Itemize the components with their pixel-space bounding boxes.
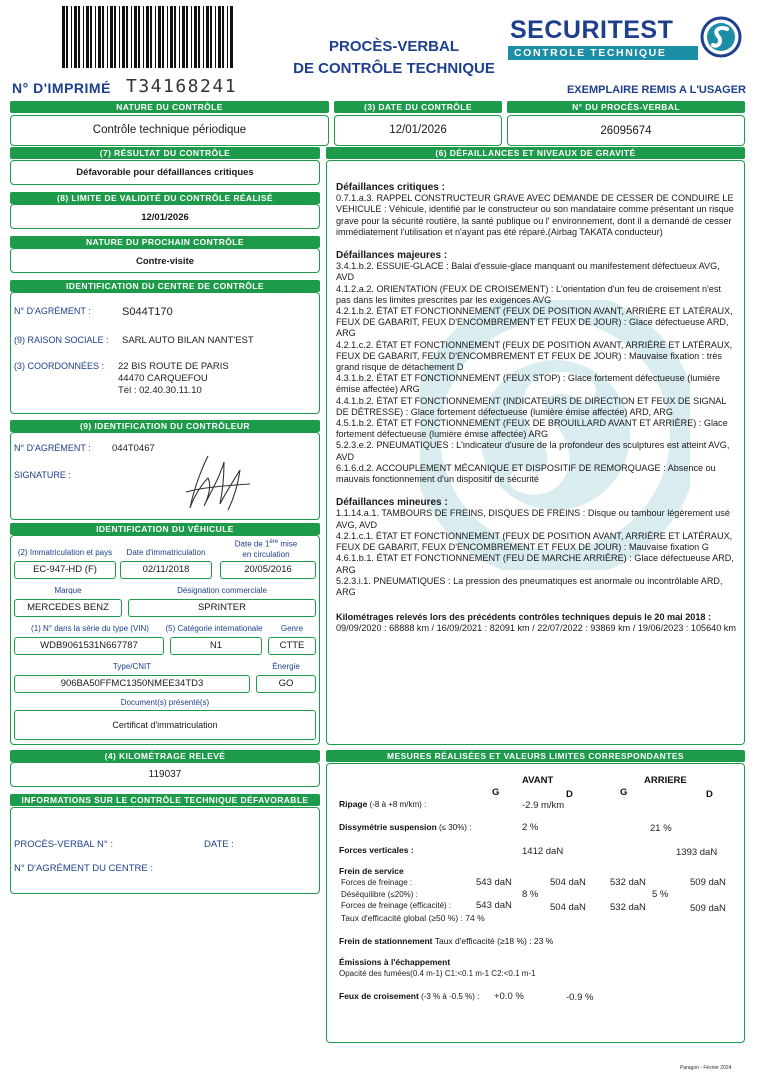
limite-value: 12/01/2026 [141,212,189,223]
immat-label: (2) Immatriculation et pays [17,548,113,557]
critiques-list [336,193,736,238]
feux-croisement-g: +0.0 % [494,991,524,1002]
numero-imprime-label: N° D'IMPRIMÉ [12,80,111,96]
centre-raison-value: SARL AUTO BILAN NANT'EST [122,335,254,346]
documents-field: Certificat d'immatriculation [14,710,316,740]
energie-field: GO [256,675,316,693]
controleur-agrement-value: 044T0467 [112,443,155,454]
kilometrage-value: 119037 [148,769,182,780]
defavorable-agrement-label: N° D'AGRÉMENT DU CENTRE : [14,863,153,874]
barcode-bar [102,6,104,68]
dissymetrie-arriere: 21 % [650,823,672,834]
mineures-list [336,508,736,598]
barcode-bar [155,6,156,68]
mineures-title: Défaillances mineures : [336,497,448,509]
ff-arriere-g: 532 daN [610,877,646,888]
desequilibre-label: Déséquilibre (≤20%) : [341,890,418,899]
ffe-arriere-g: 532 daN [610,902,646,913]
feux-croisement-d: -0.9 % [566,992,594,1003]
categorie-field: N1 [170,637,262,655]
barcode-bar [150,6,152,68]
barcode-bar [210,6,212,68]
barcode-bar [179,6,180,68]
centre-agrement-label: N° D'AGRÉMENT : [14,306,91,316]
centre-raison-label: (9) RAISON SOCIALE : [14,335,109,345]
majeures-item: 4.1.2.a.2. ORIENTATION (FEUX DE CROISEMENT) : L'orientation d'un feu de croisement n'est pas dans les limites prescrites par les exigences AVG [336,283,721,305]
barcode-bar [78,6,80,68]
ff-avant-g: 543 daN [476,877,512,888]
km-history [336,612,736,634]
barcode-bar [194,6,197,68]
barcode-bar [74,6,77,68]
brand-s-icon [700,16,742,58]
critiques-item: 0.7.1.a.3. RAPPEL CONSTRUCTEUR GRAVE AVEC DEMANDE DE CESSER DE CONDUIRE LE VEHICULE : Véhicule, identifié par le constructeur ou son mandataire comme présentant un risque grave pour la sécurité routière, la santé publique ou l' environnement, dont il a demandé de cesser immédiatement l'utilisation et n'ayant pas été réparé.(Airbag TAKATA conducteur) [336,193,734,237]
barcode-bar [198,6,200,68]
majeures-list [336,261,736,485]
nature-box [10,115,329,146]
emissions-title: Émissions à l'échappement [339,957,451,967]
frein-stationnement: Frein de stationnement Taux d'efficacité (≥18 %) : 23 % [339,936,554,946]
barcode-bar [122,6,125,68]
centre-header: IDENTIFICATION DU CENTRE DE CONTRÔLE [10,280,320,292]
barcode-bar [83,6,84,68]
barcode-bar [167,6,168,68]
document-title-line2: DE CONTRÔLE TECHNIQUE [293,60,495,77]
barcode-bar [162,6,164,68]
barcode-bar [203,6,204,68]
numero-imprime-value: T34168241 [126,76,238,97]
barcode-bar [62,6,65,68]
brand-logo [508,16,744,64]
brand-tagline: CONTROLE TECHNIQUE [514,47,667,59]
prochain-box [10,248,320,273]
ripage-label: Ripage (-8 à +8 m/km) : [339,799,427,809]
majeures-item: 4.3.1.b.2. ÉTAT ET FONCTIONNEMENT (FEUX STOP) : Glace fortement défectueuse (lumière émise affectée) ARG [336,373,721,395]
barcode-bar [107,6,108,68]
barcode-bar [206,6,209,68]
critiques-title: Défaillances critiques : [336,182,445,193]
limite-box [10,204,320,229]
majeures-item: 4.4.1.b.2. ÉTAT ET FONCTIONNEMENT (INDICATEURS DE DIRECTION ET FEUX DE SIGNAL DE DÉTRESSE) : Glace fortement défectueuse (lumière émise affectée) ARD, ARG [336,395,727,417]
ffe-avant-d: 504 daN [550,902,586,913]
mesures-avant-label: AVANT [522,775,554,786]
barcode-bar [230,6,233,68]
barcode [60,6,236,68]
defavorable-pv-label: PROCÈS-VERBAL N° : [14,839,113,850]
barcode-bar [131,6,132,68]
nature-value: Contrôle technique périodique [92,124,247,136]
date-value: 12/01/2026 [389,124,447,136]
pv-number-box [507,115,745,146]
barcode-bar [222,6,224,68]
mesures-avant-g: G [492,787,500,798]
controleur-signature-label: SIGNATURE : [14,470,71,480]
energie-label: Énergie [272,662,300,671]
footer-ref: Paragon - Février 2024 [680,1065,732,1071]
barcode-bar [143,6,144,68]
pv-number-header: N° DU PROCÈS-VERBAL [507,101,745,113]
majeures-item: 5.2.3.e.2. PNEUMATIQUES : L'indicateur d'usure de la profondeur des sculptures est atteint AVG, AVD [336,440,730,462]
defavorable-box [10,807,320,894]
marque-label: Marque [54,586,82,595]
defavorable-header: INFORMATIONS SUR LE CONTRÔLE TECHNIQUE DÉFAVORABLE [10,794,320,806]
marque-field: MERCEDES BENZ [14,599,122,617]
barcode-bar [174,6,176,68]
forces-verticales-avant: 1412 daN [522,846,564,857]
defaillances-header: (6) DÉFAILLANCES ET NIVEAUX DE GRAVITÉ [326,147,745,159]
centre-coord-line3: Tél : 02.40.30.11.10 [118,385,202,396]
majeures-item: 6.1.6.d.2. ACCOUPLEMENT MÉCANIQUE ET DISPOSITIF DE REMORQUAGE : Absence ou mauvais fonctionnement d'un dispositif de sécurité [336,462,716,485]
copy-label: EXEMPLAIRE REMIS A L'USAGER [566,84,746,96]
mesures-arriere-label: ARRIERE [644,775,687,786]
designation-label: Désignation commerciale [177,586,267,595]
ffe-avant-g: 543 daN [476,900,512,911]
mesures-header: MESURES RÉALISÉES ET VALEURS LIMITES CORRESPONDANTES [326,750,745,762]
date-immat-field: 02/11/2018 [120,561,212,579]
controleur-agrement-label: N° D'AGRÉMENT : [14,443,91,453]
barcode-bar [218,6,221,68]
type-cnit-field: 906BA50FFMC1350NMEE34TD3 [14,675,250,693]
dissymetrie-avant: 2 % [522,822,539,833]
barcode-bar [215,6,216,68]
resultat-header: (7) RÉSULTAT DU CONTRÔLE [10,147,320,159]
date-header: (3) DATE DU CONTRÔLE [334,101,502,113]
mineures-item: 1.1.14.a.1. TAMBOURS DE FREINS, DISQUES DE FREINS : Disque ou tambour légèrement usé AVG, AVD [336,508,730,530]
ffe-arriere-d: 509 daN [690,903,726,914]
genre-label: Genre [280,624,304,633]
taux-global: Taux d'efficacité global (≥50 %) : 74 % [341,913,485,923]
vehicule-header: IDENTIFICATION DU VÉHICULE [10,523,320,535]
immat-field: EC-947-HD (F) [14,561,116,579]
mesures-arriere-g: G [620,787,628,798]
barcode-bar [182,6,185,68]
barcode-bar [98,6,101,68]
desequilibre-avant: 8 % [522,889,539,900]
barcode-bar [186,6,188,68]
barcode-bar [114,6,116,68]
premiere-circulation-field: 20/05/2016 [220,561,316,579]
nature-header: NATURE DU CONTRÔLE [10,101,329,113]
defaillances-content [336,182,736,635]
barcode-bar [110,6,113,68]
resultat-box [10,160,320,185]
barcode-bar [191,6,192,68]
forces-freinage-label: Forces de freinage : [341,878,413,887]
limite-header: (8) LIMITE DE VALIDITÉ DU CONTRÔLE RÉALISÉ [10,192,320,204]
prochain-value: Contre-visite [135,256,195,267]
ff-avant-d: 504 daN [550,877,586,888]
document-title-line1: PROCÈS-VERBAL [328,38,459,55]
frein-service-title: Frein de service [339,866,404,876]
centre-coord-label: (3) COORDONNÉES : [14,361,105,371]
barcode-bar [126,6,128,68]
barcode-bar [227,6,228,68]
kilometrage-header: (4) KILOMÉTRAGE RELEVÉ [10,750,320,762]
barcode-bar [119,6,120,68]
resultat-value: Défavorable pour défaillances critiques [76,167,254,178]
centre-agrement-value: S044T170 [122,306,173,318]
barcode-bar [158,6,161,68]
barcode-bar [170,6,173,68]
date-box [334,115,502,146]
forces-verticales-label: Forces verticales : [339,845,414,855]
mesures-arriere-d: D [706,789,713,800]
barcode-bar [66,6,68,68]
defavorable-date-label: DATE : [204,839,234,850]
barcode-bar [90,6,92,68]
emissions-value: Opacité des fumées(0.4 m-1) C1:<0.1 m-1 C2:<0.1 m-1 [339,969,536,978]
type-cnit-label: Type/CNIT [112,662,152,671]
majeures-item: 4.5.1.b.2. ÉTAT ET FONCTIONNEMENT (FEUX DE BROUILLARD AVANT ET ARRIÈRE) : Glace fortement défectueuse (lumière émise affectée) ARG [336,418,728,440]
ff-efficacite-label: Forces de freinage (efficacité) : [341,901,452,910]
centre-coord-line2: 44470 CARQUEFOU [118,373,208,384]
centre-coord-line1: 22 BIS ROUTE DE PARIS [118,361,229,372]
premiere-circulation-label: Date de 1ère mise en circulation [234,539,298,559]
majeures-title: Défaillances majeures : [336,250,448,262]
feux-croisement-label: Feux de croisement (-3 % à -0.5 %) : [339,991,480,1001]
majeures-item: 4.2.1.c.2. ÉTAT ET FONCTIONNEMENT (FEUX DE POSITION AVANT, ARRIÈRE ET LATÉRAUX, FEUX DE GABARIT, FEUX D'ENCOMBREMENT ET FEUX DE JOUR) : Mauvaise fixation : très grand risque de détachement D [336,339,733,373]
barcode-bar [146,6,149,68]
mineures-item: 5.2.3.i.1. PNEUMATIQUES : La pression des pneumatiques est anormale ou incontrôlable ARD, ARG [336,575,723,597]
ff-arriere-d: 509 daN [690,877,726,888]
barcode-bar [134,6,137,68]
vin-label: (1) N° dans la série du type (VIN) [31,624,149,633]
barcode-bar [138,6,140,68]
dissymetrie-label: Dissymétrie suspension (≤ 30%) : [339,822,472,832]
forces-verticales-arriere: 1393 daN [676,847,718,858]
documents-label: Document(s) présenté(s) [120,698,210,707]
barcode-bar [86,6,89,68]
controleur-header: (9) IDENTIFICATION DU CONTRÔLEUR [10,420,320,432]
prochain-header: NATURE DU PROCHAIN CONTRÔLE [10,236,320,248]
ripage-value: -2.9 m/km [522,800,565,811]
designation-field: SPRINTER [128,599,316,617]
brand-name: SECURITEST [510,16,674,44]
mesures-avant-d: D [566,789,573,800]
majeures-item: 3.4.1.b.2. ESSUIE-GLACE : Balai d'essuie-glace manquant ou manifestement défectueux AVG, AVD [336,261,720,283]
mineures-item: 4.2.1.c.1. ÉTAT ET FONCTIONNEMENT (FEUX DE POSITION AVANT, ARRIÈRE ET LATÉRAUX, FEUX DE GABARIT, FEUX D'ENCOMBREMENT ET FEUX DE JOUR) : Mauvaise fixation G [336,530,733,553]
majeures-item: 4.2.1.b.2. ÉTAT ET FONCTIONNEMENT (FEUX DE POSITION AVANT, ARRIÈRE ET LATÉRAUX, FEUX DE GABARIT, FEUX D'ENCOMBREMENT ET FEUX DE JOUR) : Glace défectueuse ARD, ARG [336,306,733,339]
mineures-item: 4.6.1.b.1. ÉTAT ET FONCTIONNEMENT (FEU DE MARCHE ARRIÈRE) : Glace défectueuse ARD, ARG [336,553,734,575]
desequilibre-arriere: 5 % [652,889,669,900]
km-history-title: Kilométrages relevés lors des précédents contrôles techniques depuis le 20 mai 2018 : [336,612,712,623]
genre-field: CTTE [268,637,316,655]
km-history-values: 09/09/2020 : 68888 km / 16/09/2021 : 82091 km / 22/07/2022 : 93869 km / 19/06/2023 : 105640 km [336,623,736,634]
date-immat-label: Date d'immatriculation [126,548,206,557]
barcode-bar [95,6,96,68]
kilometrage-box [10,762,320,787]
vin-field: WDB9061531N667787 [14,637,164,655]
barcode-bar [71,6,72,68]
pv-number-value: 26095674 [600,125,652,137]
signature-image [180,448,260,520]
categorie-label: (5) Catégorie internationale [165,624,263,633]
